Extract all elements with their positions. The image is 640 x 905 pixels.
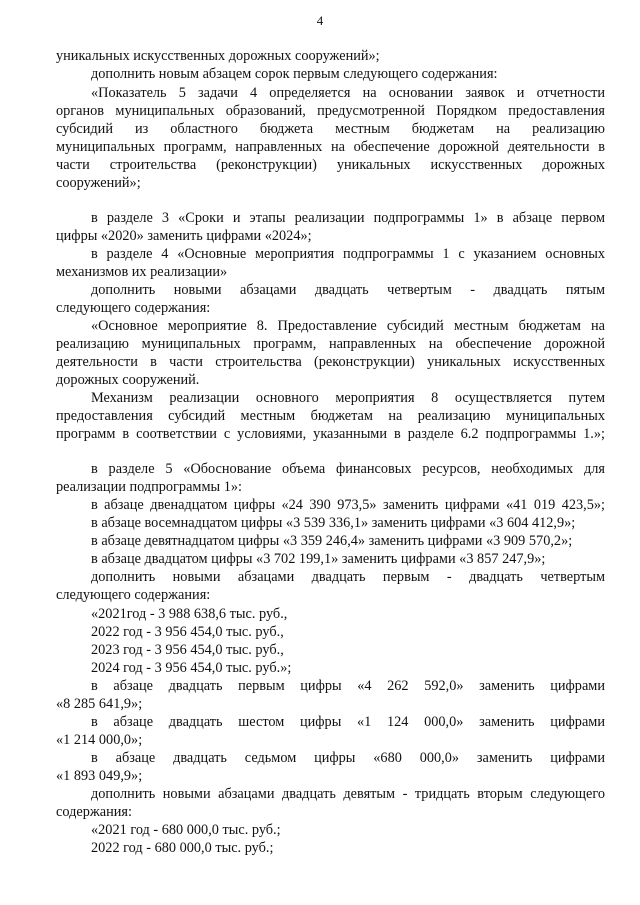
text-line: следующего содержания: [56,587,211,603]
text-line: в абзаце двадцать первым цифры «4 262 592,0» заменить цифрами [91,678,605,694]
text-line: 2022 год - 680 000,0 тыс. руб.; [91,840,274,856]
text-line: дополнить новым абзацем сорок первым следующего содержания: [91,66,498,82]
text-line: 2022 год - 3 956 454,0 тыс. руб., [91,624,284,640]
text-line: «8 285 641,9»; [56,696,143,712]
text-line: «1 893 049,9»; [56,768,143,784]
text-line: в абзаце двадцатом цифры «3 702 199,1» заменить цифрами «3 857 247,9»; [91,551,546,567]
text-line: 2023 год - 3 956 454,0 тыс. руб., [91,642,284,658]
text-line: дополнить новыми абзацами двадцать первым - двадцать четвертым [91,569,605,585]
text-line: следующего содержания: [56,300,211,316]
text-line: дополнить новыми абзацами двадцать девятым - тридцать вторым следующего [91,786,605,802]
text-line: 2024 год - 3 956 454,0 тыс. руб.»; [91,660,292,676]
text-line: органов муниципальных образований, предусмотренной Порядком предоставления [56,103,605,119]
text-line: «Основное мероприятие 8. Предоставление субсидий местным бюджетам на [91,318,605,334]
text-line: дополнить новыми абзацами двадцать четвертым - двадцать пятым [91,282,605,298]
text-line: уникальных искусственных дорожных сооружений»; [56,48,380,64]
text-line: в абзаце двадцать шестом цифры «1 124 000,0» заменить цифрами [91,714,605,730]
text-line: субсидий из областного бюджета местным бюджетам на реализацию [56,121,605,137]
text-line: Механизм реализации основного мероприятия 8 осуществляется путем [91,390,605,406]
text-line: в абзаце восемнадцатом цифры «3 539 336,1» заменить цифрами «3 604 412,9»; [91,515,576,531]
text-line: программ в соответствии с условиями, указанными в разделе 6.2 подпрограммы 1.»; [56,426,605,442]
text-line: цифры «2020» заменить цифрами «2024»; [56,228,312,244]
text-line: сооружений»; [56,175,141,191]
text-line: предоставления субсидий местным бюджетам на реализацию муниципальных [56,408,605,424]
text-line: «Показатель 5 задачи 4 определяется на основании заявок и отчетности [91,85,605,101]
page-number: 4 [316,13,324,28]
text-line: в разделе 5 «Обоснование объема финансовых ресурсов, необходимых для [91,461,605,477]
text-line: «2021год - 3 988 638,6 тыс. руб., [91,606,288,622]
text-line: части строительства (реконструкции) уникальных искусственных дорожных [56,157,605,173]
text-line: реализации подпрограммы 1»: [56,479,242,495]
text-line: в абзаце девятнадцатом цифры «3 359 246,4» заменить цифрами «3 909 570,2»; [91,533,573,549]
text-line: механизмов их реализации» [56,264,228,280]
text-line: «2021 год - 680 000,0 тыс. руб.; [91,822,281,838]
text-line: реализацию муниципальных программ, направленных на обеспечение дорожной [56,336,605,352]
text-line: дорожных сооружений. [56,372,200,388]
text-line: в абзаце двенадцатом цифры «24 390 973,5» заменить цифрами «41 019 423,5»; [91,497,605,513]
text-line: в абзаце двадцать седьмом цифры «680 000,0» заменить цифрами [91,750,605,766]
text-line: содержания: [56,804,132,820]
text-line: муниципальных программ, направленных на обеспечение дорожной деятельности в [56,139,605,155]
text-line: деятельности в части строительства (реконструкции) уникальных искусственных [56,354,605,370]
text-line: в разделе 3 «Сроки и этапы реализации подпрограммы 1» в абзаце первом [91,210,605,226]
text-line: в разделе 4 «Основные мероприятия подпрограммы 1 с указанием основных [91,246,605,262]
text-line: «1 214 000,0»; [56,732,143,748]
